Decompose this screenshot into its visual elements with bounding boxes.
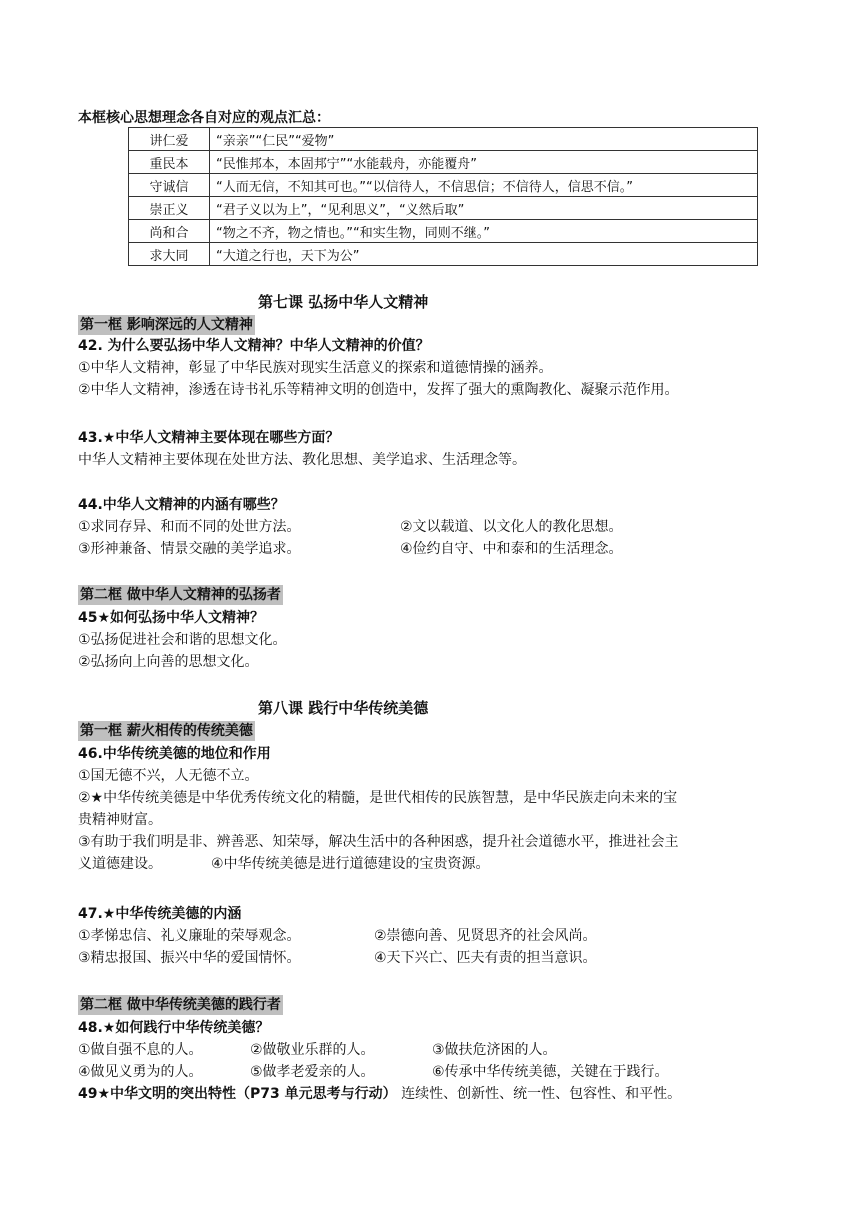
table-row xyxy=(129,128,758,151)
answer-45-1: ①弘扬促进社会和谐的思想文化。 xyxy=(78,632,287,648)
answer-48-6: ⑥传承中华传统美德，关键在于践行。 xyxy=(432,1064,669,1080)
answer-43: 中华人文精神主要体现在处世方法、教化思想、美学追求、生活理念等。 xyxy=(78,452,526,468)
lesson-7-section-1-heading: 第一框 影响深远的人文精神 xyxy=(80,317,253,333)
answer-48-5: ⑤做孝老爱亲的人。 xyxy=(250,1064,375,1080)
table-cell-value: “民惟邦本，本固邦宁”“水能载舟，亦能覆舟” xyxy=(210,151,758,174)
question-49: 49★中华文明的突出特性（P73 单元思考与行动） xyxy=(78,1086,397,1102)
answer-47-2: ②崇德向善、见贤思齐的社会风尚。 xyxy=(374,928,597,944)
answer-48-1: ①做自强不息的人。 xyxy=(78,1042,203,1058)
answer-42-2: ②中华人文精神，渗透在诗书礼乐等精神文明的创造中，发挥了强大的熏陶教化、凝聚示范作用。 xyxy=(78,382,679,398)
table-cell-value: “亲亲”“仁民”“爱物” xyxy=(210,128,758,151)
table-cell-key: 尚和合 xyxy=(129,220,210,243)
table-cell-value: “大道之行也，天下为公” xyxy=(210,243,758,266)
answer-49: 连续性、创新性、统一性、包容性、和平性。 xyxy=(401,1086,682,1102)
table-row xyxy=(129,174,758,197)
table-intro: 本框核心思想理念各自对应的观点汇总： xyxy=(78,110,330,126)
answer-48-3: ③做扶危济困的人。 xyxy=(432,1042,557,1058)
table-row xyxy=(129,151,758,174)
answer-48-4: ④做见义勇为的人。 xyxy=(78,1064,203,1080)
answer-47-1: ①孝悌忠信、礼义廉耻的荣辱观念。 xyxy=(78,928,301,944)
question-47: 47.★中华传统美德的内涵 xyxy=(78,906,242,922)
lesson-8-title: 第八课 践行中华传统美德 xyxy=(258,699,429,717)
answer-46-2-line-2: 贵精神财富。 xyxy=(78,812,162,828)
answer-44-2: ②文以载道、以文化人的教化思想。 xyxy=(400,519,623,535)
question-48: 48.★如何践行中华传统美德？ xyxy=(78,1020,270,1036)
answer-44-1: ①求同存异、和而不同的处世方法。 xyxy=(78,519,301,535)
question-42: 42. 为什么要弘扬中华人文精神？中华人文精神的价值？ xyxy=(78,338,430,354)
table-cell-key: 讲仁爱 xyxy=(129,128,210,151)
question-49-line xyxy=(78,1083,681,1105)
answer-47-3: ③精忠报国、振兴中华的爱国情怀。 xyxy=(78,950,301,966)
answer-46-2-line-1: ②★中华传统美德是中华优秀传统文化的精髓，是世代相传的民族智慧，是中华民族走向未来的宝 xyxy=(78,790,678,806)
answer-46-4: ④中华传统美德是进行道德建设的宝贵资源。 xyxy=(211,856,490,872)
table-cell-value: “人而无信，不知其可也。”“以信待人，不信思信；不信待人，信思不信。” xyxy=(210,174,758,197)
answer-45-2: ②弘扬向上向善的思想文化。 xyxy=(78,654,259,670)
table-row xyxy=(129,243,758,266)
answer-47-4: ④天下兴亡、匹夫有责的担当意识。 xyxy=(374,950,597,966)
table-row xyxy=(129,220,758,243)
answer-44-3: ③形神兼备、情景交融的美学追求。 xyxy=(78,541,301,557)
question-43: 43.★中华人文精神主要体现在哪些方面？ xyxy=(78,430,340,446)
question-45: 45★如何弘扬中华人文精神？ xyxy=(78,610,265,626)
lesson-7-title: 第七课 弘扬中华人文精神 xyxy=(258,293,429,311)
lesson-8-section-2-heading: 第二框 做中华传统美德的践行者 xyxy=(80,997,281,1013)
answer-44-4: ④俭约自守、中和泰和的生活理念。 xyxy=(400,541,623,557)
table-cell-key: 守诚信 xyxy=(129,174,210,197)
table-cell-value: “君子义以为上”，“见利思义”，“义然后取” xyxy=(210,197,758,220)
answer-46-3-line-1: ③有助于我们明是非、辨善恶、知荣辱，解决生活中的各种困惑，提升社会道德水平，推进社会主 xyxy=(78,834,679,850)
answer-48-2: ②做敬业乐群的人。 xyxy=(250,1042,375,1058)
table-cell-value: “物之不齐，物之情也。”“和实生物，同则不继。” xyxy=(210,220,758,243)
question-46: 46.中华传统美德的地位和作用 xyxy=(78,746,271,762)
lesson-7-section-2-heading: 第二框 做中华人文精神的弘扬者 xyxy=(80,587,281,603)
core-ideas-table xyxy=(128,127,758,266)
table-cell-key: 求大同 xyxy=(129,243,210,266)
answer-46-1: ①国无德不兴，人无德不立。 xyxy=(78,768,259,784)
table-row xyxy=(129,197,758,220)
answer-46-3-line-2: 义道德建设。 xyxy=(78,856,162,872)
answer-42-1: ①中华人文精神，彰显了中华民族对现实生活意义的探索和道德情操的涵养。 xyxy=(78,360,553,376)
table-cell-key: 重民本 xyxy=(129,151,210,174)
question-44: 44.中华人文精神的内涵有哪些？ xyxy=(78,497,285,513)
lesson-8-section-1-heading: 第一框 薪火相传的传统美德 xyxy=(80,723,253,739)
table-cell-key: 崇正义 xyxy=(129,197,210,220)
